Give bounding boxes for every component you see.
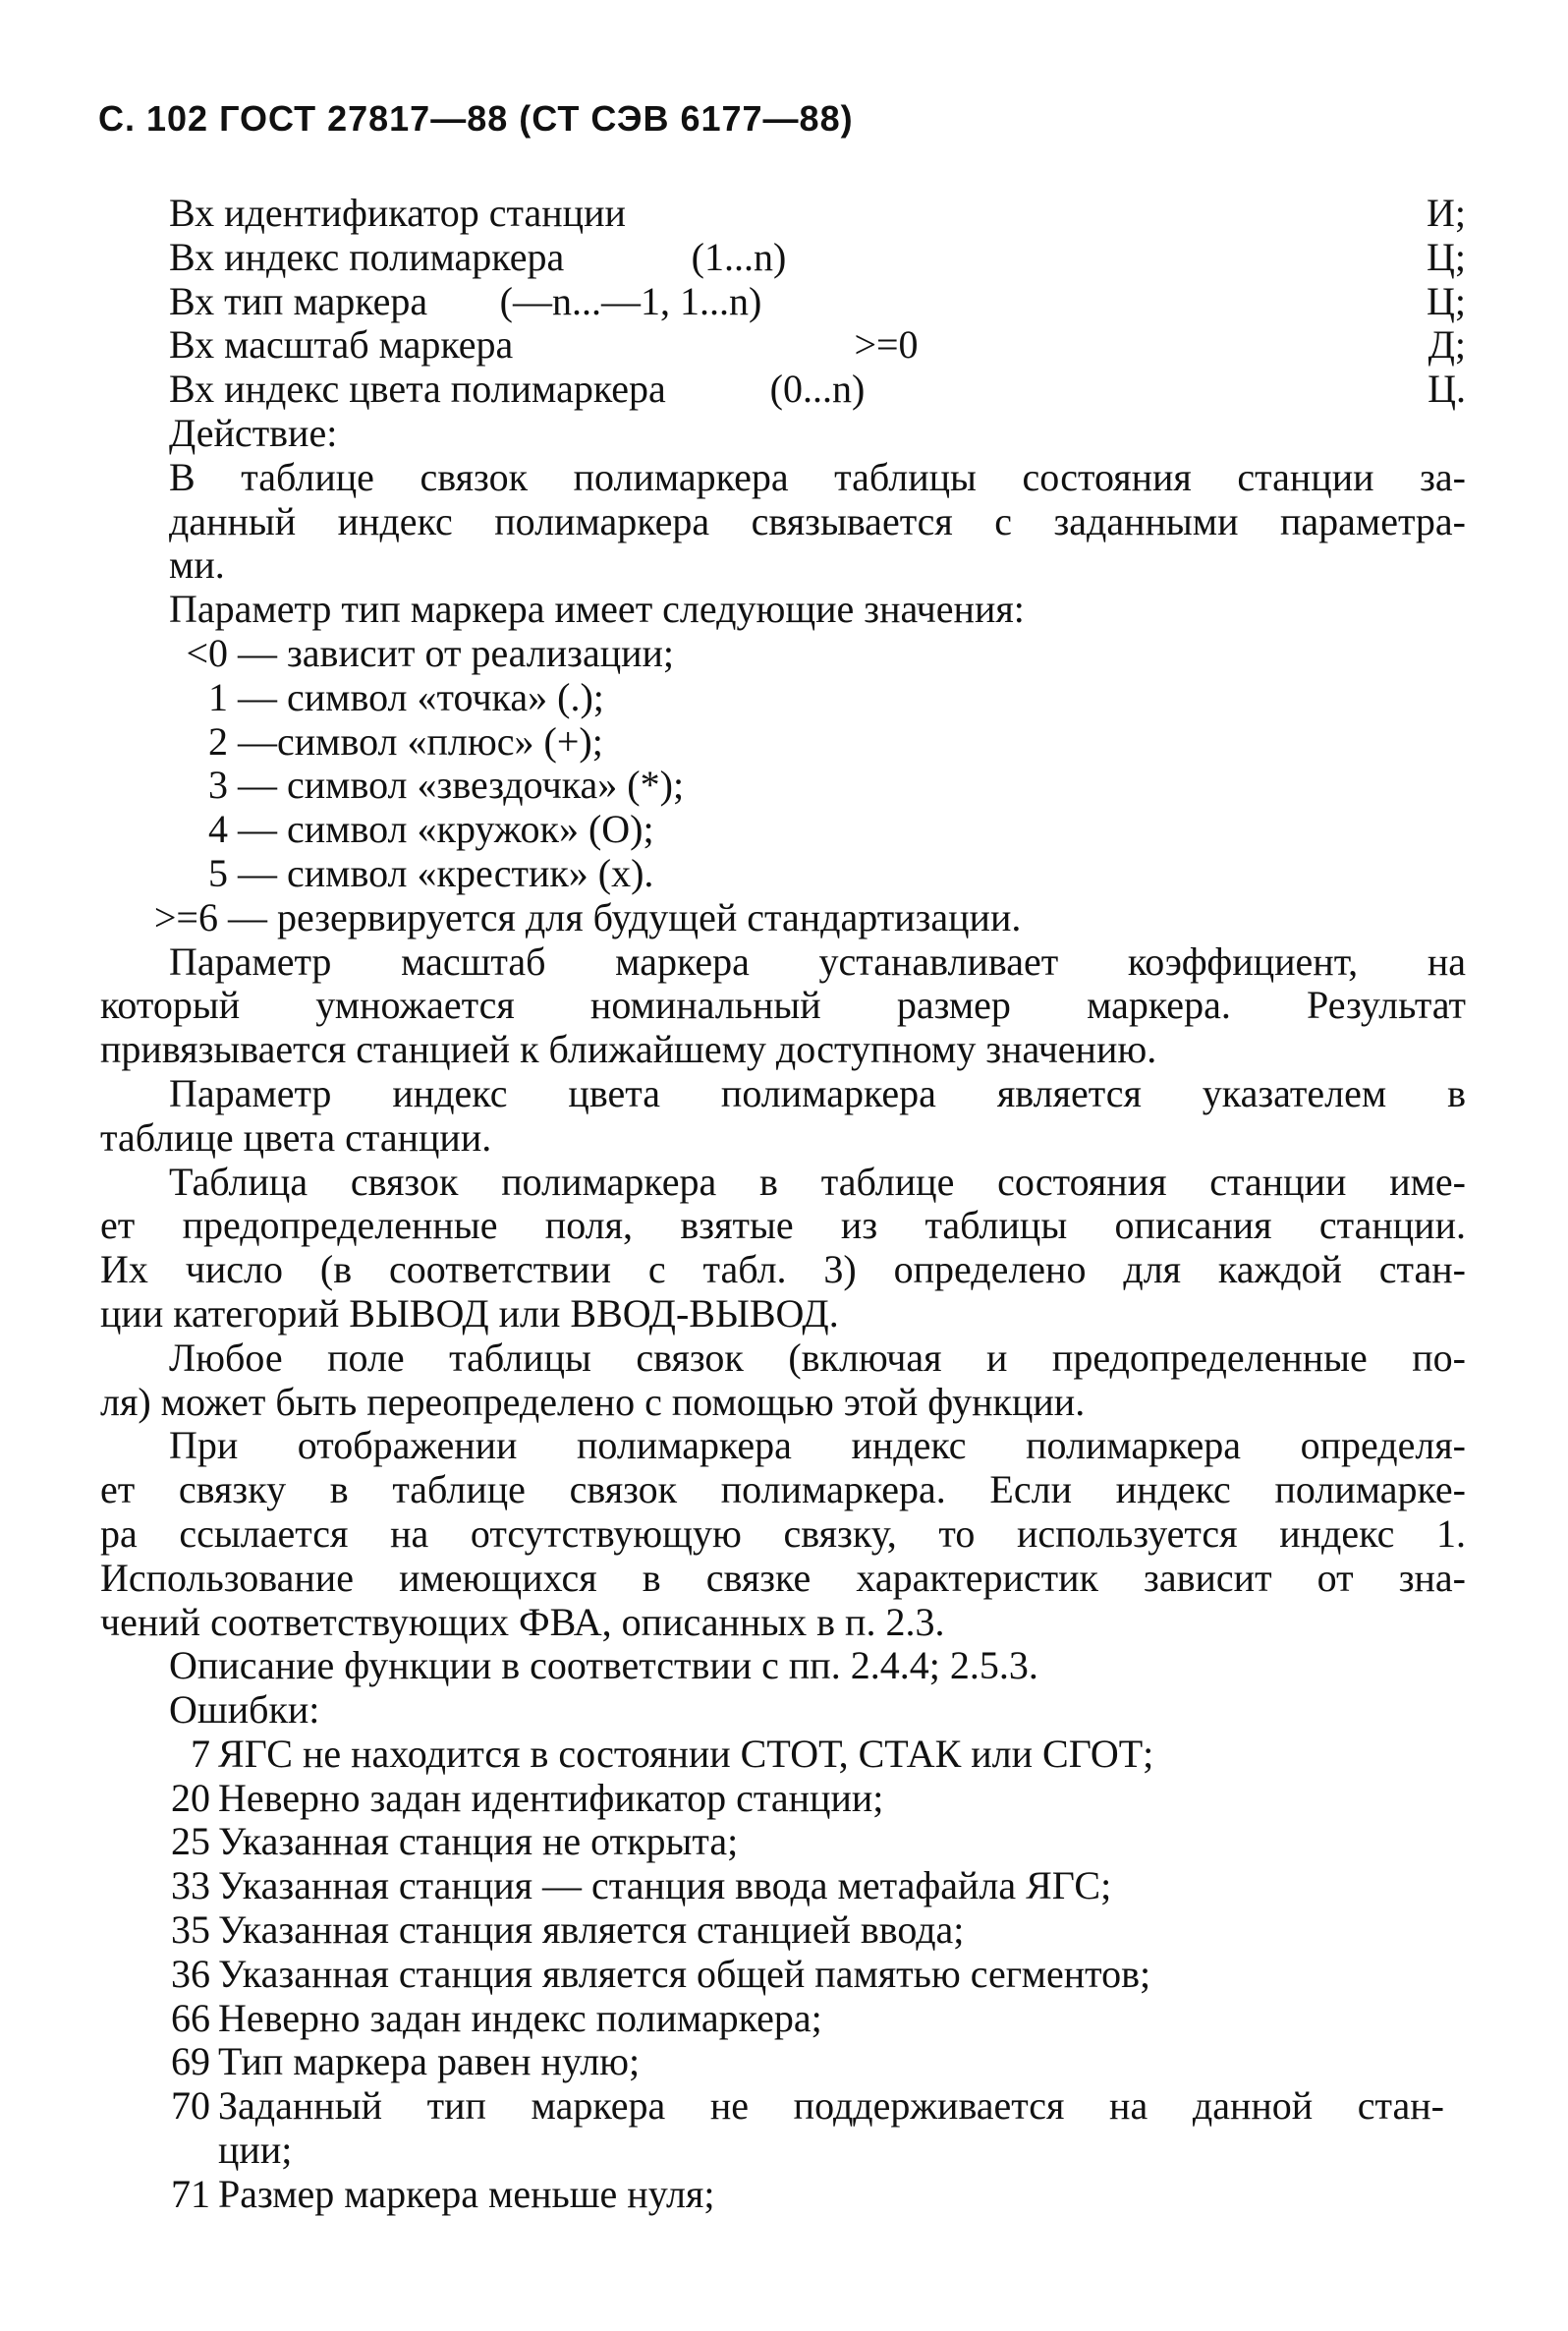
error-text: Заданный тип маркера не поддерживается на данной стан- [218,2083,1444,2129]
errors-list [147,1733,1466,2217]
list-item [169,852,1466,896]
param-row [169,368,1466,412]
text-line: Таблица связок полимаркера в таблице состояния станции име- [169,1159,1466,1204]
scale-paragraph [100,940,1466,1072]
display-paragraph [100,1424,1466,1644]
error-code: 20 [171,1775,210,1820]
error-text: Неверно задан идентификатор станции; [218,1775,884,1820]
text-line: привязывается станцией к ближайшему доступному значению. [100,1027,1157,1072]
param-label: Вх тип маркера [169,278,428,323]
error-code: 69 [171,2039,210,2084]
list-item [169,676,1466,720]
error-code: 66 [171,1995,210,2040]
error-item [147,1953,1466,1997]
error-code: 25 [171,1819,210,1864]
param-type: Ц; [1427,234,1466,279]
item-key: <0 [186,630,228,675]
text-line: В таблице связок полимаркера таблицы состояния станции за- [169,454,1466,499]
param-label: Вх идентификатор станции [169,191,626,235]
text-line: Любое поле таблицы связок (включая и предопределенные по- [169,1335,1466,1380]
list-item [169,720,1466,765]
error-code: 71 [171,2171,210,2216]
param-range: (0...n) [769,367,866,412]
error-code: 70 [171,2083,210,2129]
item-text: —символ «плюс» (+); [238,718,603,764]
error-item [147,2084,1466,2129]
action-paragraph [169,456,1466,588]
text-line: Параметр масштаб маркера устанавливает коэффициент, на [169,938,1466,984]
item-key: 5 [208,850,228,895]
item-key: >=6 [153,894,218,939]
param-label: Вх индекс цвета полимаркера [169,367,666,412]
text-line: Их число (в соответствии с табл. 3) определено для каждой стан- [100,1247,1466,1292]
type-intro: Параметр тип маркера имеет следующие значения: [169,587,1025,632]
any-field-paragraph [100,1336,1466,1425]
text-line: чений соответствующих ФВА, описанных в п. 2.3. [100,1599,945,1644]
errors-label: Ошибки: [169,1687,320,1733]
item-text: — зависит от реализации; [238,630,675,675]
item-text: — резервируется для будущей стандартизации. [228,894,1022,939]
error-item [147,1820,1466,1864]
param-type: Ц. [1428,367,1466,412]
text-line: Использование имеющихся в связке характеристик зависит от зна- [100,1555,1466,1600]
item-key: 3 [208,763,228,808]
item-text: — символ «точка» (.); [238,674,604,719]
item-key: 2 [208,718,228,764]
error-text: Размер маркера меньше нуля; [218,2171,715,2216]
error-code: 36 [171,1951,210,1996]
param-type: Ц; [1427,278,1466,323]
param-row [169,236,1466,280]
error-text: Указанная станция является общей памятью сегментов; [218,1951,1151,1996]
param-type: И; [1427,191,1466,235]
error-item [147,1733,1466,1777]
param-row [169,192,1466,236]
input-parameters [169,192,1466,412]
text-line: ра ссылается на отсутствующую связку, то используется индекс 1. [100,1510,1466,1556]
error-code: 35 [171,1907,210,1953]
error-item [147,2173,1466,2217]
error-item [147,2040,1466,2084]
text-line: данный индекс полимаркера связывается с заданными параметра- [169,498,1466,543]
text-line: ет связку в таблице связок полимаркера. Если индекс полимарке- [100,1467,1466,1512]
param-label: Вх масштаб маркера [169,322,514,368]
list-item [169,764,1466,808]
item-text: — символ «кружок» (O); [238,807,654,852]
text-line: ми. [169,542,225,588]
text-line: который умножается номинальный размер маркера. Результат [100,983,1466,1028]
table-paragraph [100,1161,1466,1336]
error-item-continuation [147,2129,1466,2173]
text-line: При отображении полимаркера индекс полимаркера определя- [169,1423,1466,1468]
error-text: Неверно задан индекс полимаркера; [218,1995,822,2040]
item-text: — символ «звездочка» (*); [238,763,685,808]
param-range: (—n...—1, 1...n) [499,278,762,323]
error-code: 33 [171,1863,210,1908]
text-line: таблице цвета станции. [100,1114,492,1160]
text-line: ет предопределенные поля, взятые из таблицы описания станции. [100,1203,1466,1248]
marker-type-list [153,630,1466,940]
list-item [169,808,1466,852]
param-row [169,280,1466,324]
item-key: 4 [208,807,228,852]
param-label: Вх индекс полимаркера [169,234,565,279]
error-item [147,1777,1466,1821]
text-line: ля) может быть переопределено с помощью этой функции. [100,1379,1086,1424]
page-header: С. 102 ГОСТ 27817—88 (СТ СЭВ 6177—88) [98,98,854,139]
param-row [169,323,1466,368]
text-line: Параметр индекс цвета полимаркера является указателем в [169,1070,1466,1115]
error-text: ции; [218,2128,293,2173]
page-body [100,191,1466,2217]
item-text: — символ «крестик» (x). [238,850,654,895]
description-ref: Описание функции в соответствии с пп. 2.4.4; 2.5.3. [169,1643,1038,1688]
error-text: ЯГС не находится в состоянии СТОТ, СТАК или СГОТ; [218,1731,1154,1776]
action-label: Действие: [169,410,338,455]
param-range: >=0 [854,322,919,368]
text-line: ции категорий ВЫВОД или ВВОД-ВЫВОД. [100,1290,839,1336]
error-item [147,1997,1466,2041]
error-text: Указанная станция является станцией ввода; [218,1907,965,1953]
error-text: Тип маркера равен нулю; [218,2039,641,2084]
error-item [147,1908,1466,1953]
error-item [147,1864,1466,1908]
error-text: Указанная станция — станция ввода метафайла ЯГС; [218,1863,1112,1908]
error-text: Указанная станция не открыта; [218,1819,739,1864]
param-type: Д; [1428,322,1466,368]
list-item [169,632,1466,676]
param-range: (1...n) [691,234,787,279]
list-item [130,896,1466,940]
error-code: 7 [191,1731,210,1776]
item-key: 1 [208,674,228,719]
color-paragraph [100,1072,1466,1161]
